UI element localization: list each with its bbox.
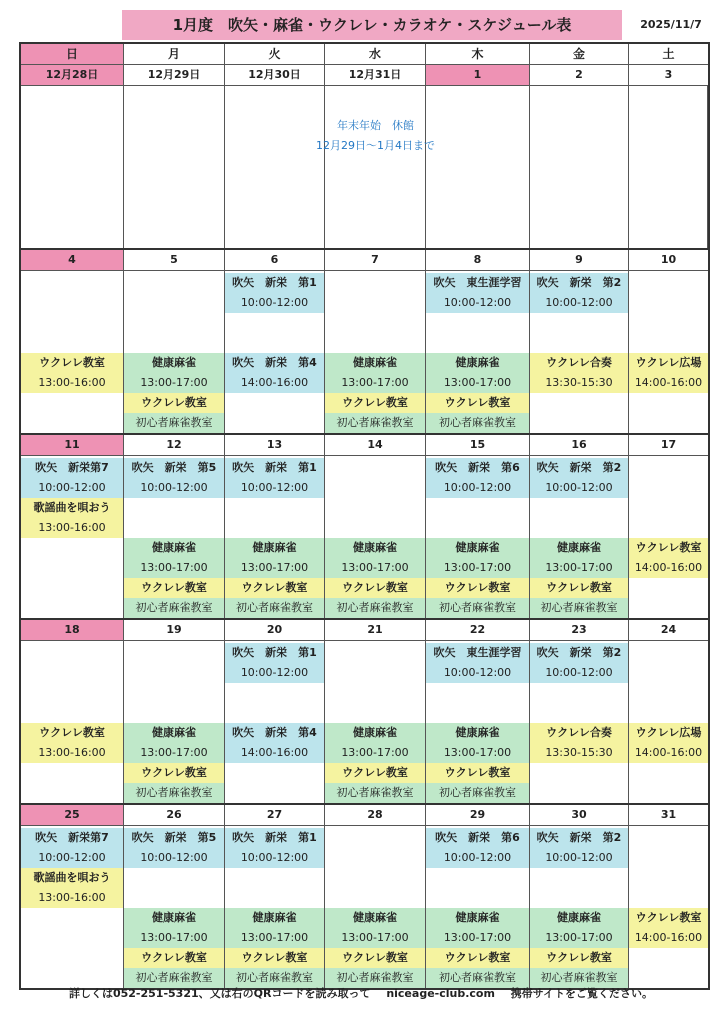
event-entry: 14:00-16:00	[629, 558, 708, 578]
day-cell[interactable]	[225, 86, 325, 248]
weekday-header: 火	[225, 44, 325, 64]
event-entry: ウクレレ教室	[629, 908, 708, 928]
event-entry: 初心者麻雀教室	[325, 783, 425, 803]
day-cell[interactable]	[124, 456, 225, 618]
event-entry: ウクレレ教室	[325, 393, 425, 413]
date-label: 2	[530, 65, 629, 85]
event-entry: 13:00-17:00	[530, 928, 628, 948]
event-entry: 10:00-12:00	[225, 478, 324, 498]
event-entry: 10:00-12:00	[124, 478, 224, 498]
event-entry: 初心者麻雀教室	[325, 413, 425, 433]
date-label: 1	[426, 65, 530, 85]
day-cell[interactable]	[530, 456, 629, 618]
event-entry: 13:00-17:00	[426, 928, 529, 948]
day-cell[interactable]	[325, 826, 426, 988]
date-label: 23	[530, 620, 629, 640]
event-entry: 吹矢 新栄 第1	[225, 458, 324, 478]
event-entry: ウクレレ教室	[426, 763, 529, 783]
event-entry: ウクレレ広場	[629, 723, 708, 743]
event-entry: 14:00-16:00	[225, 743, 324, 763]
date-label: 14	[325, 435, 426, 455]
day-cell[interactable]	[21, 86, 124, 248]
event-entry: 10:00-12:00	[530, 478, 628, 498]
footer-note	[0, 985, 722, 1001]
day-cell[interactable]	[124, 86, 225, 248]
day-cell[interactable]	[124, 826, 225, 988]
date-label: 4	[21, 250, 124, 270]
event-entry: 吹矢 新栄 第2	[530, 643, 628, 663]
day-cell[interactable]	[325, 86, 426, 248]
date-label: 13	[225, 435, 325, 455]
day-cell[interactable]	[530, 826, 629, 988]
event-entry: ウクレレ教室	[325, 948, 425, 968]
event-entry: ウクレレ教室	[124, 393, 224, 413]
date-label: 16	[530, 435, 629, 455]
date-label: 18	[21, 620, 124, 640]
event-entry: 健康麻雀	[426, 908, 529, 928]
event-entry: 初心者麻雀教室	[124, 968, 224, 988]
event-entry: 初心者麻雀教室	[225, 598, 324, 618]
event-entry: 13:00-17:00	[225, 928, 324, 948]
date-label: 8	[426, 250, 530, 270]
event-entry: 健康麻雀	[225, 908, 324, 928]
event-entry: ウクレレ教室	[530, 948, 628, 968]
event-entry: 吹矢 東生涯学習	[426, 643, 529, 663]
event-entry: 吹矢 新栄 第1	[225, 643, 324, 663]
day-cell[interactable]	[21, 271, 124, 433]
event-entry: ウクレレ教室	[629, 538, 708, 558]
day-cell[interactable]	[325, 271, 426, 433]
event-entry: 10:00-12:00	[426, 663, 529, 683]
schedule-calendar	[19, 42, 710, 990]
date-label: 3	[664, 68, 673, 81]
day-cell[interactable]	[124, 271, 225, 433]
day-cell[interactable]	[530, 271, 629, 433]
page-title: 1月度 吹矢・麻雀・ウクレレ・カラオケ・スケジュール表	[122, 10, 622, 40]
event-entry: ウクレレ教室	[325, 578, 425, 598]
closure-notice: 年末年始 休館	[337, 119, 414, 132]
event-entry: 10:00-12:00	[530, 293, 628, 313]
event-entry: 健康麻雀	[124, 538, 224, 558]
event-entry: ウクレレ教室	[426, 948, 529, 968]
date-label: 25	[21, 805, 124, 825]
event-entry: 13:00-17:00	[426, 743, 529, 763]
event-entry: 14:00-16:00	[629, 373, 708, 393]
day-cell[interactable]	[426, 826, 530, 988]
event-entry: 歌謡曲を唄おう	[21, 498, 123, 518]
events-row	[21, 641, 708, 803]
date-row	[21, 620, 708, 641]
event-entry: 健康麻雀	[225, 538, 324, 558]
date-row	[21, 435, 708, 456]
date-label: 21	[325, 620, 426, 640]
issue-date: 2025/11/7	[640, 18, 702, 31]
day-cell[interactable]	[629, 86, 708, 248]
date-row	[21, 250, 708, 271]
date-label: 6	[225, 250, 325, 270]
event-entry: 13:00-16:00	[21, 743, 123, 763]
event-entry: 吹矢 新栄 第1	[225, 273, 324, 293]
event-entry: ウクレレ教室	[124, 763, 224, 783]
day-cell[interactable]	[225, 271, 325, 433]
date-label: 15	[426, 435, 530, 455]
event-entry: 13:00-17:00	[530, 558, 628, 578]
day-cell[interactable]	[21, 456, 124, 618]
event-entry: 10:00-12:00	[530, 663, 628, 683]
day-cell[interactable]	[225, 456, 325, 618]
weekday-header: 日	[21, 44, 124, 64]
event-entry: 健康麻雀	[530, 538, 628, 558]
event-entry: 10:00-12:00	[225, 293, 324, 313]
event-entry: 健康麻雀	[124, 908, 224, 928]
day-cell[interactable]	[325, 641, 426, 803]
event-entry: ウクレレ教室	[530, 578, 628, 598]
date-label: 30	[530, 805, 629, 825]
event-entry: 初心者麻雀教室	[530, 598, 628, 618]
event-entry: 10:00-12:00	[225, 848, 324, 868]
day-cell[interactable]	[629, 456, 708, 618]
event-entry: 健康麻雀	[530, 908, 628, 928]
weekday-header-row	[21, 44, 708, 65]
event-entry: 13:00-17:00	[124, 373, 224, 393]
date-label: 7	[325, 250, 426, 270]
event-entry: 吹矢 新栄 第6	[426, 458, 529, 478]
weekday-header: 月	[124, 44, 225, 64]
event-entry: 10:00-12:00	[426, 478, 529, 498]
event-entry: 吹矢 新栄 第5	[124, 458, 224, 478]
date-label: 17	[660, 438, 677, 451]
event-entry: 13:00-17:00	[225, 558, 324, 578]
event-entry: 14:00-16:00	[225, 373, 324, 393]
date-label: 19	[124, 620, 225, 640]
event-entry: ウクレレ広場	[629, 353, 708, 373]
date-row	[21, 805, 708, 826]
event-entry: 14:00-16:00	[629, 743, 708, 763]
day-cell[interactable]	[426, 271, 530, 433]
date-label: 27	[225, 805, 325, 825]
date-label: 28	[325, 805, 426, 825]
event-entry: 健康麻雀	[426, 723, 529, 743]
event-entry: 13:00-16:00	[21, 888, 123, 908]
event-entry: 10:00-12:00	[426, 293, 529, 313]
day-cell[interactable]	[225, 826, 325, 988]
event-entry: ウクレレ教室	[124, 948, 224, 968]
event-entry: 初心者麻雀教室	[426, 783, 529, 803]
date-label: 24	[660, 623, 677, 636]
date-label: 10	[660, 253, 677, 266]
event-entry: 13:00-17:00	[325, 373, 425, 393]
date-label: 29	[426, 805, 530, 825]
day-cell[interactable]	[225, 641, 325, 803]
date-label: 5	[124, 250, 225, 270]
event-entry: 吹矢 新栄 第2	[530, 828, 628, 848]
events-row	[21, 271, 708, 433]
week-block	[21, 435, 708, 620]
day-cell[interactable]	[21, 641, 124, 803]
day-cell[interactable]	[426, 641, 530, 803]
event-entry: ウクレレ教室	[426, 393, 529, 413]
weekday-header: 水	[325, 44, 426, 64]
event-entry: ウクレレ教室	[225, 948, 324, 968]
event-entry: 13:00-17:00	[325, 558, 425, 578]
date-row	[21, 65, 708, 86]
date-label: 12月29日	[124, 65, 225, 85]
event-entry: 10:00-12:00	[426, 848, 529, 868]
event-entry: 吹矢 新栄 第6	[426, 828, 529, 848]
event-entry: 13:00-17:00	[124, 558, 224, 578]
event-entry: 吹矢 新栄第7	[21, 828, 123, 848]
event-entry: 13:30-15:30	[530, 373, 628, 393]
event-entry: 13:30-15:30	[530, 743, 628, 763]
event-entry: 健康麻雀	[124, 723, 224, 743]
date-label: 11	[21, 435, 124, 455]
day-cell[interactable]	[629, 641, 708, 803]
event-entry: 歌謡曲を唄おう	[21, 868, 123, 888]
event-entry: 健康麻雀	[426, 538, 529, 558]
event-entry: 吹矢 新栄 第2	[530, 458, 628, 478]
event-entry: 13:00-17:00	[325, 743, 425, 763]
event-entry: 初心者麻雀教室	[426, 598, 529, 618]
week-block	[21, 65, 708, 250]
date-label: 22	[426, 620, 530, 640]
date-label: 12	[124, 435, 225, 455]
events-row	[21, 456, 708, 618]
event-entry: ウクレレ合奏	[530, 723, 628, 743]
event-entry: 健康麻雀	[124, 353, 224, 373]
event-entry: 吹矢 新栄 第4	[225, 723, 324, 743]
event-entry: 10:00-12:00	[124, 848, 224, 868]
date-label: 12月30日	[225, 65, 325, 85]
event-entry: 初心者麻雀教室	[530, 968, 628, 988]
event-entry: 13:00-17:00	[426, 558, 529, 578]
day-cell[interactable]	[530, 641, 629, 803]
event-entry: 吹矢 新栄 第1	[225, 828, 324, 848]
footer-contact: 詳しくは052-251-5321、又は右のQRコードを読み取って	[68, 987, 371, 1000]
event-entry: 13:00-17:00	[426, 373, 529, 393]
event-entry: ウクレレ教室	[325, 763, 425, 783]
event-entry: 14:00-16:00	[629, 928, 708, 948]
week-block	[21, 805, 708, 988]
event-entry: 13:00-17:00	[124, 928, 224, 948]
event-entry: 13:00-16:00	[21, 373, 123, 393]
event-entry: 初心者麻雀教室	[124, 413, 224, 433]
event-entry: 吹矢 新栄 第5	[124, 828, 224, 848]
event-entry: ウクレレ教室	[21, 353, 123, 373]
event-entry: 初心者麻雀教室	[426, 968, 529, 988]
date-label: 26	[124, 805, 225, 825]
event-entry: ウクレレ教室	[124, 578, 224, 598]
event-entry: 初心者麻雀教室	[426, 413, 529, 433]
weekday-header: 金	[530, 44, 629, 64]
events-row	[21, 826, 708, 988]
weekday-header: 木	[426, 44, 530, 64]
event-entry: ウクレレ教室	[225, 578, 324, 598]
event-entry: 10:00-12:00	[21, 848, 123, 868]
event-entry: 初心者麻雀教室	[325, 598, 425, 618]
event-entry: 初心者麻雀教室	[325, 968, 425, 988]
event-entry: 吹矢 新栄第7	[21, 458, 123, 478]
event-entry: 健康麻雀	[325, 353, 425, 373]
event-entry: 健康麻雀	[426, 353, 529, 373]
event-entry: 10:00-12:00	[225, 663, 324, 683]
event-entry: 健康麻雀	[325, 538, 425, 558]
day-cell[interactable]	[629, 826, 708, 988]
date-label: 12月28日	[21, 65, 124, 85]
footer-url[interactable]: niceage-club.com	[386, 987, 495, 1000]
event-entry: ウクレレ教室	[21, 723, 123, 743]
event-entry: 13:00-17:00	[124, 743, 224, 763]
weekday-header: 土	[662, 47, 675, 61]
date-label: 9	[530, 250, 629, 270]
day-cell[interactable]	[530, 86, 629, 248]
event-entry: 健康麻雀	[325, 908, 425, 928]
day-cell[interactable]	[629, 271, 708, 433]
day-cell[interactable]	[325, 456, 426, 618]
event-entry: 初心者麻雀教室	[124, 598, 224, 618]
event-entry: 吹矢 新栄 第4	[225, 353, 324, 373]
events-row	[21, 86, 708, 248]
day-cell[interactable]	[21, 826, 124, 988]
week-block	[21, 620, 708, 805]
event-entry: 初心者麻雀教室	[124, 783, 224, 803]
event-entry: 健康麻雀	[325, 723, 425, 743]
date-label: 20	[225, 620, 325, 640]
event-entry: 吹矢 新栄 第2	[530, 273, 628, 293]
week-block	[21, 250, 708, 435]
event-entry: 13:00-16:00	[21, 518, 123, 538]
event-entry: 10:00-12:00	[21, 478, 123, 498]
date-label: 12月31日	[325, 65, 426, 85]
day-cell[interactable]	[124, 641, 225, 803]
event-entry: 13:00-17:00	[325, 928, 425, 948]
day-cell[interactable]	[426, 86, 530, 248]
day-cell[interactable]	[426, 456, 530, 618]
event-entry: 初心者麻雀教室	[225, 968, 324, 988]
footer-mobile: 携帯サイトをご覧ください。	[510, 987, 654, 1000]
event-entry: ウクレレ教室	[426, 578, 529, 598]
event-entry: ウクレレ合奏	[530, 353, 628, 373]
event-entry: 10:00-12:00	[530, 848, 628, 868]
date-label: 31	[660, 808, 677, 821]
event-entry: 吹矢 東生涯学習	[426, 273, 529, 293]
closure-period: 12月29日～1月4日まで	[316, 139, 435, 152]
